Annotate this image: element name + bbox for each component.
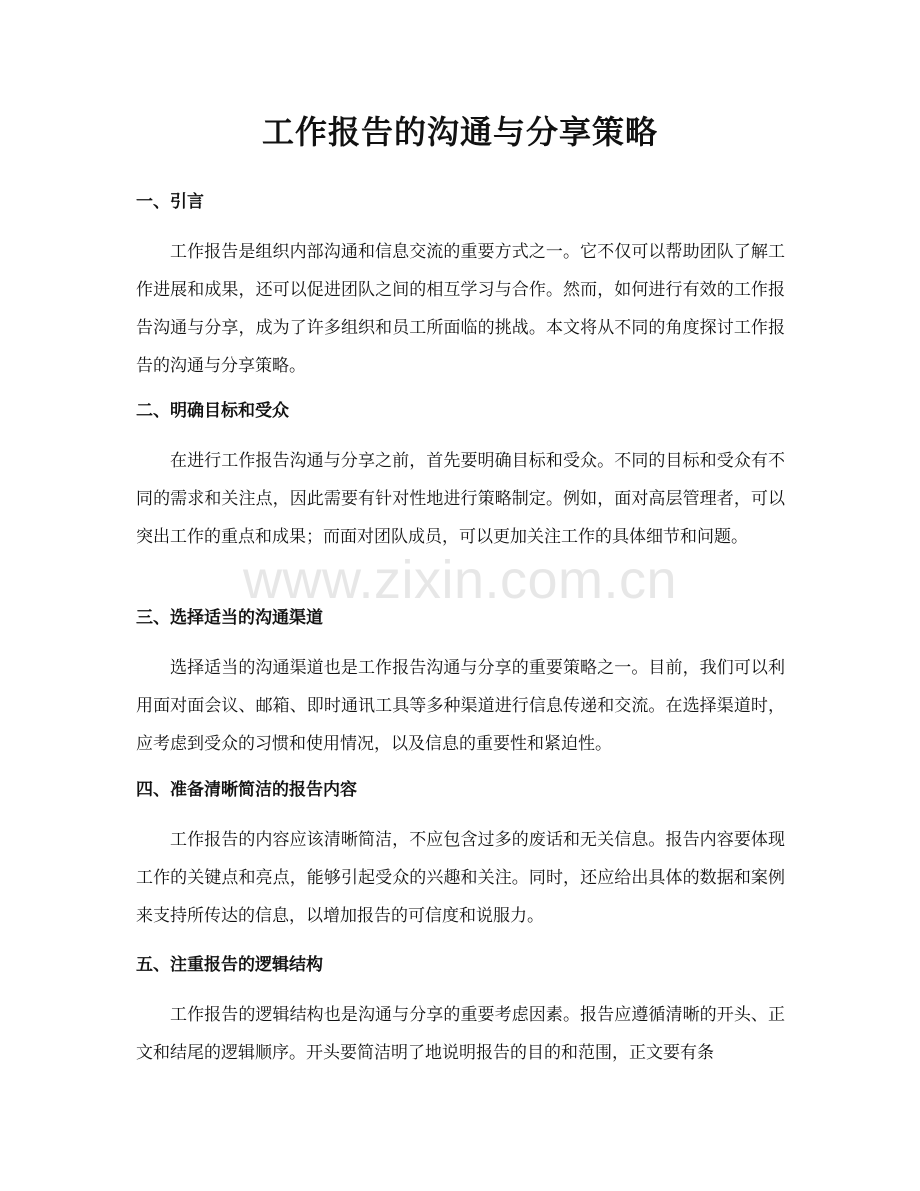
- section-heading-goals: 二、明确目标和受众: [136, 401, 289, 421]
- page-title: 工作报告的沟通与分享策略: [261, 113, 658, 151]
- section-heading-channels: 三、选择适当的沟通渠道: [136, 608, 323, 628]
- section-heading-structure: 五、注重报告的逻辑结构: [136, 955, 323, 975]
- section-body-structure: 工作报告的逻辑结构也是沟通与分享的重要考虑因素。报告应遵循清晰的开头、正文和结尾的逻辑顺序。开头要简洁明了地说明报告的目的和范围，正文要有条: [136, 1005, 785, 1063]
- watermark: www.zixin.com.cn: [242, 550, 678, 610]
- section-body-content: 工作报告的内容应该清晰简洁，不应包含过多的废话和无关信息。报告内容要体现工作的关键点和亮点，能够引起受众的兴趣和关注。同时，还应给出具体的数据和案例来支持所传达的信息，以增加报告的可信度和说服力。: [136, 830, 785, 926]
- section-heading-intro: 一、引言: [136, 192, 204, 212]
- section-body-intro: 工作报告是组织内部沟通和信息交流的重要方式之一。它不仅可以帮助团队了解工作进展和成果，还可以促进团队之间的相互学习与合作。然而，如何进行有效的工作报告沟通与分享，成为了许多组织和员工所面临的挑战。本文将从不同的角度探讨工作报告的沟通与分享策略。: [136, 242, 785, 376]
- section-body-goals: 在进行工作报告沟通与分享之前，首先要明确目标和受众。不同的目标和受众有不同的需求和关注点，因此需要有针对性地进行策略制定。例如，面对高层管理者，可以突出工作的重点和成果；而面对团队成员，可以更加关注工作的具体细节和问题。: [136, 451, 785, 547]
- section-heading-content: 四、准备清晰简洁的报告内容: [136, 780, 357, 800]
- section-body-channels: 选择适当的沟通渠道也是工作报告沟通与分享的重要策略之一。目前，我们可以利用面对面会议、邮箱、即时通讯工具等多种渠道进行信息传递和交流。在选择渠道时，应考虑到受众的习惯和使用情况，以及信息的重要性和紧迫性。: [136, 658, 785, 754]
